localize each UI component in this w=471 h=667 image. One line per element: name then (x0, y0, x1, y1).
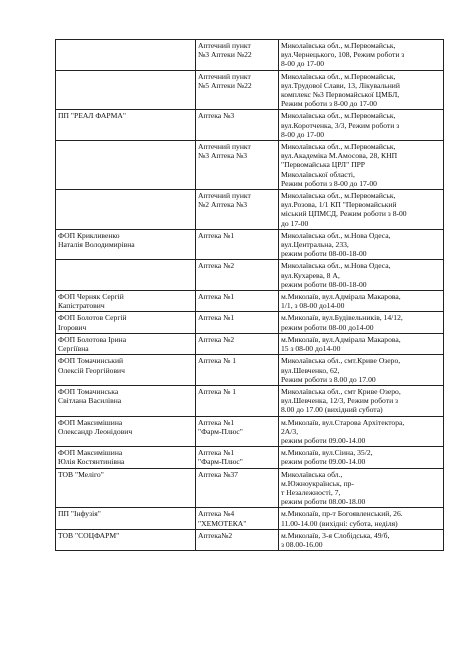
table-row (56, 40, 444, 71)
pharmacy-cell (196, 333, 279, 354)
address-cell-line: 15 з 08-00 до14-00 (281, 344, 341, 354)
table-row (56, 229, 444, 260)
pharmacy-cell (196, 416, 279, 447)
address-cell-line: м.Миколаїв, вул.Будівельників, 14/12, (281, 313, 403, 323)
address-cell (279, 70, 444, 110)
pharmacy-cell (196, 141, 279, 190)
pharmacy-cell-line: Аптека №1 (198, 313, 235, 323)
table-row (56, 385, 444, 416)
owner-cell (56, 229, 196, 260)
owner-cell (56, 468, 196, 508)
address-cell (279, 40, 444, 71)
address-cell-line: Миколаївська обл., смт.Криве Озеро, (281, 356, 401, 366)
table-row (56, 110, 444, 141)
address-cell-line: "Первомайська ЦРЛ" ПРР (281, 160, 366, 170)
pharmacy-cell-line: "ХЕМОТЕКА" (198, 518, 247, 528)
pharmacy-cell-line: Аптечний пункт (198, 142, 251, 152)
owner-cell (56, 447, 196, 468)
address-cell (279, 312, 444, 333)
pharmacy-cell (196, 385, 279, 416)
address-cell-line: м.Миколаїв, вул.Адмірала Макарова, (281, 334, 401, 344)
address-cell-line: 8.00 до 17.00 (вихідний субота) (281, 405, 383, 415)
address-cell (279, 385, 444, 416)
owner-cell-line: ФОП Томачинська (58, 386, 119, 396)
address-cell-line: Миколаївська обл., (281, 469, 343, 479)
address-cell (279, 333, 444, 354)
owner-cell-line: Наталія Володимирівна (58, 240, 135, 250)
pharmacy-cell (196, 468, 279, 508)
pharmacy-cell-line: №2 Аптека №3 (198, 200, 248, 210)
pharmacy-cell-line: Аптека №2 (198, 334, 235, 344)
pharmacy-cell-line: Аптека №1 (198, 292, 235, 302)
owner-cell (56, 291, 196, 312)
address-cell-line: м.Миколаїв, пр-т Богоявленський, 26. (281, 509, 403, 519)
pharmacy-cell-line: Аптечний пункт (198, 191, 251, 201)
owner-cell-line: Юлія Костянтинівна (58, 457, 125, 467)
address-cell-line: Режим роботи з 8-00 до 17-00 (281, 178, 377, 188)
address-cell-line: режим роботи 09.00-14.00 (281, 435, 366, 445)
owner-cell (56, 333, 196, 354)
pharmacy-cell-line: №3 Аптеки №22 (198, 50, 252, 60)
address-cell (279, 468, 444, 508)
address-cell (279, 291, 444, 312)
address-cell-line: Миколаївська обл., м.Первомайськ, (281, 111, 396, 121)
table-row (56, 291, 444, 312)
owner-cell-line: ФОП Максимішина (58, 448, 123, 458)
address-cell-line: режим роботи 08.00-18.00 (281, 497, 366, 507)
pharmacy-cell-line: Аптека № 1 (198, 356, 237, 366)
pharmacy-cell-line: Аптека №3 (198, 111, 235, 121)
address-cell-line: Миколаївська обл., смт Криве Озеро, (281, 386, 401, 396)
address-cell-line: м.Миколаїв, вул.Сіина, 35/2, (281, 448, 373, 458)
owner-cell (56, 416, 196, 447)
address-cell-line: м.Миколаїв, вул.Адмірала Макарова, (281, 292, 401, 302)
owner-cell (56, 385, 196, 416)
address-cell-line: режим роботи 08-00-18-00 (281, 249, 367, 259)
address-cell-line: вул.Центральна, 233, (281, 240, 349, 250)
address-cell-line: вул.Коротченка, 3/3, Режим роботи з (281, 120, 400, 130)
pharmacy-table (55, 39, 444, 551)
address-cell (279, 508, 444, 529)
address-cell-line: т Незалежності, 7, (281, 487, 341, 497)
owner-cell (56, 190, 196, 230)
address-cell-line: режим роботи 08-00-18-00 (281, 279, 367, 289)
pharmacy-cell (196, 529, 279, 550)
address-cell-line: Миколаївської області, (281, 169, 355, 179)
address-cell-line: 8-00 до 17-00 (281, 59, 325, 69)
owner-cell (56, 40, 196, 71)
table-row (56, 260, 444, 291)
table-row (56, 468, 444, 508)
table-row (56, 141, 444, 190)
address-cell-line: вул.Розова, 1/1 КП "Первомайський (281, 200, 397, 210)
owner-cell (56, 110, 196, 141)
table-row (56, 312, 444, 333)
pharmacy-cell-line: Аптека №1 (198, 448, 235, 458)
pharmacy-cell-line: Аптека № 1 (198, 386, 237, 396)
address-cell-line: Миколаївська обл., м.Нова Одеса, (281, 230, 391, 240)
pharmacy-cell-line: №5 Аптеки №22 (198, 80, 252, 90)
owner-cell-line: ФОП Черняк Сергій (58, 292, 124, 302)
address-cell-line: режим роботи 09.00-14.00 (281, 457, 366, 467)
owner-cell (56, 355, 196, 386)
address-cell (279, 260, 444, 291)
pharmacy-cell (196, 110, 279, 141)
address-cell-line: Режим роботи з 8-00 до 17-00 (281, 99, 377, 109)
pharmacy-cell-line: "Фарм-Плюс" (198, 426, 243, 436)
owner-cell-line: ПП "Інфузія" (58, 509, 101, 519)
address-cell-line: Миколаївська обл., м.Первомайськ, (281, 41, 396, 50)
address-cell-line: 2А/3, (281, 426, 299, 436)
pharmacy-cell (196, 355, 279, 386)
owner-cell-line: Олексій Георгійович (58, 365, 125, 375)
pharmacy-cell-line: Аптека №4 (198, 509, 235, 519)
pharmacy-cell-line: "Фарм-Плюс" (198, 457, 243, 467)
pharmacy-cell-line: Аптечний пункт (198, 41, 251, 50)
owner-cell-line: ТОВ "СОЦФАРМ" (58, 530, 120, 540)
pharmacy-cell (196, 229, 279, 260)
pharmacy-cell-line: Аптека№2 (198, 530, 233, 540)
address-cell-line: вул.Шевченка, 12/3, Режим роботи з (281, 396, 399, 406)
address-cell-line: м.Миколаїв, 3-я Слобідська, 49/б, (281, 530, 390, 540)
pharmacy-cell-line: Аптека №1 (198, 230, 235, 240)
owner-cell (56, 312, 196, 333)
owner-cell-line: ТОВ "Меліго" (58, 469, 104, 479)
table-row (56, 416, 444, 447)
owner-cell (56, 141, 196, 190)
pharmacy-cell (196, 260, 279, 291)
table-row (56, 333, 444, 354)
pharmacy-cell (196, 291, 279, 312)
owner-cell-line: ФОП Болотов Сергій (58, 313, 127, 323)
address-cell-line: м.Миколаїв, вул.Старова Архітектора, (281, 417, 405, 427)
address-cell-line: вул.Кухарева, 8 А, (281, 270, 340, 280)
owner-cell-line: ПП "РЕАЛ ФАРМА" (58, 111, 126, 121)
table-row (56, 447, 444, 468)
address-cell-line: 8-00 до 17-00 (281, 129, 325, 139)
address-cell-line: до 17-00 (281, 218, 309, 228)
address-cell-line: 11.00-14.00 (вихідні: субота, неділя) (281, 518, 398, 528)
pharmacy-cell (196, 508, 279, 529)
address-cell-line: вул.Трудової Слави, 13, Лікувальний (281, 80, 400, 90)
address-cell-line: вул.Академіка М.Амосова, 28, КНП (281, 151, 398, 161)
address-cell-line: Миколаївська обл., м.Первомайськ, (281, 191, 396, 201)
owner-cell-line: Сергіївна (58, 344, 89, 354)
table-row (56, 190, 444, 230)
owner-cell-line: Олександр Леонідович (58, 426, 133, 436)
pharmacy-cell-line: Аптечний пункт (198, 71, 251, 81)
pharmacy-cell-line: №3 Аптека №3 (198, 151, 248, 161)
address-cell-line: Миколаївська обл., м.Нова Одеса, (281, 261, 391, 271)
address-cell (279, 447, 444, 468)
address-cell-line: міський ЦПМСД, Режим роботи з 8-00 (281, 209, 407, 219)
address-cell-line: вул.Чернецького, 108, Режим роботи з (281, 50, 405, 60)
address-cell-line: з 08.00-16.00 (281, 539, 323, 549)
owner-cell (56, 529, 196, 550)
table-row (56, 70, 444, 110)
address-cell-line: м.Южноукраїнськ, пр- (281, 478, 354, 488)
address-cell-line: комплекс №3 Первомайської ЦМБЛ, (281, 90, 400, 100)
owner-cell (56, 70, 196, 110)
pharmacy-table-body (56, 40, 444, 551)
owner-cell-line: ФОП Томачинський (58, 356, 124, 366)
address-cell (279, 229, 444, 260)
owner-cell (56, 260, 196, 291)
owner-cell (56, 508, 196, 529)
pharmacy-cell-line: Аптека №2 (198, 261, 235, 271)
table-row (56, 529, 444, 550)
pharmacy-cell (196, 190, 279, 230)
pharmacy-cell (196, 40, 279, 71)
table-row (56, 355, 444, 386)
pharmacy-cell (196, 70, 279, 110)
address-cell-line: 1/1, з 08-00 до14-00 (281, 301, 345, 311)
pharmacy-cell-line: Аптека №1 (198, 417, 235, 427)
address-cell (279, 355, 444, 386)
address-cell (279, 416, 444, 447)
address-cell-line: Миколаївська обл., м.Первомайськ, (281, 71, 396, 81)
owner-cell-line: ФОП Максимішина (58, 417, 123, 427)
address-cell-line: вул.Шевченко, 62, (281, 365, 340, 375)
address-cell (279, 141, 444, 190)
pharmacy-cell (196, 447, 279, 468)
owner-cell-line: Капістратович (58, 301, 105, 311)
owner-cell-line: Світлана Василівна (58, 396, 122, 406)
address-cell (279, 110, 444, 141)
address-cell-line: Режим роботи з 8.00 до 17.00 (281, 374, 376, 384)
table-row (56, 508, 444, 529)
owner-cell-line: Ігорович (58, 322, 87, 332)
address-cell (279, 190, 444, 230)
address-cell-line: Миколаївська обл., м.Первомайськ, (281, 142, 396, 152)
owner-cell-line: ФОП Крикливенко (58, 230, 120, 240)
address-cell (279, 529, 444, 550)
pharmacy-cell (196, 312, 279, 333)
address-cell-line: режим роботи 08-00 до14-00 (281, 322, 374, 332)
pharmacy-cell-line: Аптека №37 (198, 469, 238, 479)
owner-cell-line: ФОП Болотова Ірина (58, 334, 127, 344)
